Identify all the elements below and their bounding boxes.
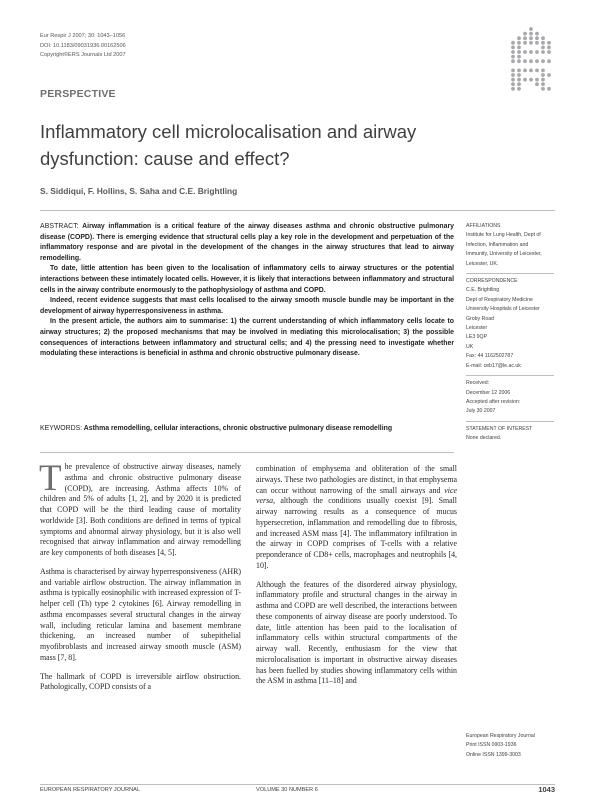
logo-dot [535, 78, 539, 82]
correspondence-line: Fax: 44 1162502787 [466, 353, 514, 360]
logo-dot [541, 78, 545, 82]
divider [466, 273, 554, 274]
body-paragraph: The hallmark of COPD is irreversible airflow obstruction. Pathologically, COPD consists of a [40, 671, 241, 692]
correspondence-line: Dept of Respiratory Medicine [466, 296, 533, 303]
keywords [40, 424, 454, 435]
logo-dot [523, 50, 527, 54]
accepted-heading: Accepted after revision: [466, 398, 521, 405]
logo-dot [529, 69, 533, 73]
logo-dot [547, 41, 551, 45]
drop-cap: T [39, 458, 62, 499]
logo-dot [523, 36, 527, 40]
logo-dot [511, 82, 515, 86]
logo-dot [517, 78, 521, 82]
logo-dot [529, 59, 533, 63]
received-date: December 12 2006 [466, 389, 511, 396]
logo-dot [523, 69, 527, 73]
citation-block [40, 32, 126, 61]
logo-dot [511, 41, 515, 45]
logo-dot [529, 50, 533, 54]
doi: DOI: 10.1183/09031936.00162506 [40, 42, 126, 49]
logo-dot [517, 41, 521, 45]
logo-dot [541, 82, 545, 86]
sidebar-affiliations [466, 222, 566, 444]
affiliation-line: Institute for Lung Health, Dept of [466, 232, 541, 239]
logo-dot [517, 36, 521, 40]
print-issn: Print ISSN 0903-1936 [466, 742, 517, 749]
body-italic: vice versa [256, 485, 457, 506]
correspondence-heading: CORRESPONDENCE [466, 278, 518, 285]
logo-dot [517, 82, 521, 86]
footer-rule [40, 784, 555, 785]
body-text: , although the conditions usually coexist [9]. Small airway narrowing results as a consequence of mucus hypersecretion, inflammation and remodelling due to fibrosis, and increased ASM mass [4]. The inflammatory infiltration in the airway in COPD comprises of T-cells with a relative preponderance of CD8+ cells, macrophages and neutrophils [4, 10]. [256, 496, 457, 570]
logo-dot [517, 69, 521, 73]
ers-logo [510, 26, 552, 92]
abstract-p2: To date, little attention has been given to the localisation of inflammatory cells to airway structures or the potential interactions between these intimately located cells. However, it is likely that interactions between inflammatory and structural cells in the airway contribute enormously to the pathophysiology of asthma and COPD. [40, 265, 454, 294]
logo-dot [535, 32, 539, 36]
interest-text: None declared. [466, 435, 502, 442]
logo-dot [535, 82, 539, 86]
logo-dot [529, 32, 533, 36]
logo-dot [541, 50, 545, 54]
affiliations-heading: AFFILIATIONS [466, 223, 501, 229]
body-column-right [256, 464, 457, 695]
affiliation-line: Infection, Inflammation and [466, 241, 529, 248]
logo-dot [541, 73, 545, 77]
divider [40, 452, 454, 453]
body-paragraph: Although the features of the disordered airway physiology, inflammatory profile and structural changes in the airway in asthma and COPD are well described, the interactions between these components of airway disease are poorly understood. To date, little attention has been paid to the localisation of inflammatory cells within structural compartments of the airway wall. Recently, enthusiasm for the view that microlocalisation is important in obstructive airway diseases has been fuelled by studies showing inflammatory cells within the ASM in asthma [11–18] and [256, 579, 457, 686]
keywords-text: Asthma remodelling, cellular interactions, chronic obstructive pulmonary disease remodelling [83, 425, 393, 432]
citation: Eur Respir J 2007; 30: 1043–1056 [40, 33, 126, 39]
correspondence-line: LE3 9QP [466, 334, 488, 341]
logo-dot [541, 46, 545, 50]
logo-dot [547, 59, 551, 63]
logo-dot [511, 78, 515, 82]
logo-dot [517, 50, 521, 54]
logo-dot [517, 87, 521, 91]
article-title: Inflammatory cell microlocalisation and airway dysfunction: cause and effect? [40, 121, 417, 169]
footer-journal: EUROPEAN RESPIRATORY JOURNAL [40, 787, 140, 793]
keywords-label: KEYWORDS: [40, 425, 83, 432]
logo-dot [529, 41, 533, 45]
logo-dot [535, 59, 539, 63]
logo-dot [547, 73, 551, 77]
logo-dot [547, 87, 551, 91]
logo-dot [511, 69, 515, 73]
logo-dot [541, 36, 545, 40]
logo-dot [541, 41, 545, 45]
logo-dot [517, 73, 521, 77]
abstract-p3: Indeed, recent evidence suggests that mast cells localised to the airway smooth muscle bundle may be important in the development of airway hyperresponsiveness in asthma. [40, 297, 454, 315]
abstract [40, 222, 454, 360]
logo-dot [535, 36, 539, 40]
affiliation-line: Immunity, University of Leicester, [466, 251, 542, 258]
logo-dot [511, 73, 515, 77]
logo-dot [523, 59, 527, 63]
logo-dot [529, 27, 533, 31]
affiliation-line: Leicester, UK. [466, 260, 499, 267]
interest-heading: STATEMENT OF INTEREST [466, 425, 533, 432]
body-paragraph: Asthma is characterised by airway hyperresponsiveness (AHR) and variable airflow obstruction. The airway inflammation in asthma is typically eosinophilic with increased expression of T-helper cell (Th) type 2 cytokines [6]. Airway remodelling in asthma encompasses several structural changes in the airway wall, including reticular lamina and basement membrane thickening, an increased number of subepithelial myofibroblasts and increased airway smooth muscle (ASM) mass [7, 8]. [40, 566, 241, 662]
logo-dot [535, 50, 539, 54]
logo-dot [523, 41, 527, 45]
accepted-date: July 30 2007 [466, 408, 496, 415]
page-number: 1043 [538, 785, 555, 794]
logo-dot [511, 46, 515, 50]
body-column-left [39, 458, 241, 701]
body-text: combination of emphysema and obliteration of the small airways. These two pathologies are distinct, in that emphysema can occur without narrowing of the small airways and [256, 464, 457, 495]
abstract-p4: In the present article, the authors aim to summarise: 1) the current understanding of which inflammatory cells locate to airway structures; 2) the proposed mechanisms that may be involved in mediating this microlocalisation; 3) the possible consequences of interactions between inflammatory and structural cells; and 4) the pressing need to investigate whether modulating these interactions is beneficial in asthma and chronic obstructive pulmonary disease. [40, 318, 454, 358]
divider [40, 210, 555, 211]
copyright: Copyright©ERS Journals Ltd 2007 [40, 52, 126, 58]
authors: S. Siddiqui, F. Hollins, S. Saha and C.E. Brightling [40, 186, 238, 196]
journal-name: European Respiratory Journal [466, 733, 535, 739]
logo-dot [541, 69, 545, 73]
logo-dot [535, 69, 539, 73]
abstract-label: ABSTRACT: [40, 223, 79, 230]
logo-dot [511, 87, 515, 91]
logo-dot [517, 55, 521, 59]
received-heading: Received: [466, 380, 490, 387]
divider [466, 375, 554, 376]
correspondence-line: UK [466, 343, 474, 350]
correspondence-line: E-mail: ceb17@le.ac.uk [466, 362, 521, 369]
logo-dot [511, 50, 515, 54]
body-paragraph: he prevalence of obstructive airway diseases, namely asthma and chronic obstructive pulmonary disease (COPD), are increasing. Asthma affects 10% of children and 5% of adults [1, 2], and by 2020 it is predicted that COPD will be the third leading cause of mortality worldwide [3]. Both conditions are defined in terms of typical symptoms and abnormal airway physiology, but it is also well recognised that airway inflammation and airway remodelling are key components of both diseases [4, 5]. [40, 462, 241, 557]
logo-dot [517, 46, 521, 50]
correspondence-line: C.E. Brightling [466, 287, 500, 294]
online-issn: Online ISSN 1399-3003 [466, 751, 521, 758]
abstract-p1: Airway inflammation is a critical feature of the airway diseases asthma and chronic obstructive pulmonary disease (COPD). There is emerging evidence that structural cells play a key role in the development and perpetuation of the inflammatory response and are pivotal in the development of the changes in the airway structures that lead to airway remodelling. [40, 223, 454, 262]
section-heading: PERSPECTIVE [40, 88, 116, 100]
logo-dot [517, 59, 521, 63]
logo-dot [529, 78, 533, 82]
correspondence-line: Groby Road [466, 315, 494, 322]
sidebar-journal [466, 732, 566, 760]
logo-dot [523, 32, 527, 36]
logo-dot [511, 55, 515, 59]
logo-dot [541, 87, 545, 91]
logo-dot [523, 78, 527, 82]
logo-dot [529, 36, 533, 40]
footer-volume: VOLUME 30 NUMBER 6 [256, 787, 318, 793]
logo-dot [541, 59, 545, 63]
logo-dot [547, 50, 551, 54]
correspondence-line: University Hospitals of Leicester [466, 306, 540, 313]
correspondence-line: Leicester [466, 325, 488, 332]
divider [466, 421, 554, 422]
logo-dot [547, 46, 551, 50]
logo-dot [511, 59, 515, 63]
logo-dot [535, 41, 539, 45]
